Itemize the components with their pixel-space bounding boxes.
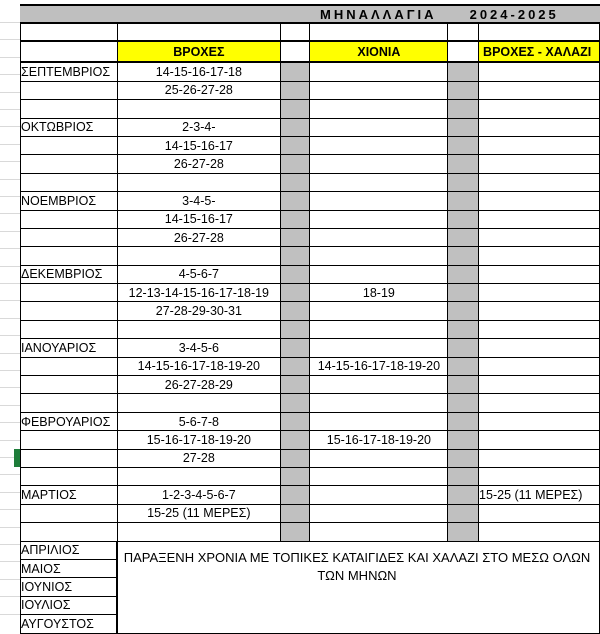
separator-cell[interactable] <box>448 302 479 320</box>
gutter-line <box>0 509 20 510</box>
separator-cell[interactable] <box>448 339 479 357</box>
rain-cell[interactable] <box>117 320 280 338</box>
table-row <box>21 247 600 265</box>
separator-cell[interactable] <box>280 431 310 449</box>
separator-cell[interactable] <box>448 449 479 467</box>
snow-cell[interactable] <box>310 100 448 118</box>
hail-cell[interactable] <box>479 247 600 265</box>
month-cell[interactable]: ΣΕΠΤΕΜΒΡΙΟΣ <box>21 62 118 81</box>
snow-cell[interactable] <box>310 210 448 228</box>
month-cell[interactable] <box>21 504 118 522</box>
separator-cell[interactable] <box>448 320 479 338</box>
separator-cell[interactable] <box>280 228 310 246</box>
header-rain-hail[interactable]: ΒΡΟΧΕΣ - ΧΑΛΑΖΙ <box>479 41 600 62</box>
month-cell[interactable]: ΑΥΓΟΥΣΤΟΣ <box>21 615 118 633</box>
cell[interactable] <box>310 23 448 42</box>
separator-cell[interactable] <box>448 136 479 154</box>
month-cell[interactable] <box>21 357 118 375</box>
separator-cell[interactable] <box>448 376 479 394</box>
hail-cell[interactable] <box>479 504 600 522</box>
separator-cell[interactable] <box>280 339 310 357</box>
rain-cell[interactable]: 27-28-29-30-31 <box>117 302 280 320</box>
month-cell[interactable] <box>21 173 118 191</box>
rain-cell[interactable]: 25-26-27-28 <box>117 81 280 99</box>
separator-cell[interactable] <box>280 265 310 283</box>
snow-cell[interactable] <box>310 467 448 485</box>
gutter-line <box>0 57 20 58</box>
separator-cell[interactable] <box>280 210 310 228</box>
gutter-line <box>0 405 20 406</box>
separator-cell[interactable] <box>448 210 479 228</box>
rain-cell[interactable]: 15-16-17-18-19-20 <box>117 431 280 449</box>
gutter-line <box>0 22 20 23</box>
gutter-line <box>0 74 20 75</box>
gutter-line <box>0 387 20 388</box>
table-row <box>21 504 600 522</box>
separator-cell[interactable] <box>448 357 479 375</box>
separator-cell[interactable] <box>280 155 310 173</box>
gutter-line <box>0 92 20 93</box>
snow-cell[interactable] <box>310 376 448 394</box>
gutter-line <box>0 300 20 301</box>
month-cell[interactable]: ΝΟΕΜΒΡΙΟΣ <box>21 192 118 210</box>
table-row <box>21 118 600 136</box>
table-row <box>21 210 600 228</box>
separator-cell[interactable] <box>280 192 310 210</box>
hail-cell[interactable] <box>479 136 600 154</box>
separator-cell[interactable] <box>280 449 310 467</box>
month-cell[interactable] <box>21 449 118 467</box>
snow-cell[interactable] <box>310 155 448 173</box>
snow-cell[interactable] <box>310 173 448 191</box>
separator-cell[interactable] <box>280 394 310 412</box>
hail-cell[interactable] <box>479 81 600 99</box>
hail-cell[interactable] <box>479 412 600 430</box>
cell[interactable] <box>21 23 118 42</box>
rain-cell[interactable]: 26-27-28 <box>117 155 280 173</box>
month-cell[interactable] <box>21 523 118 541</box>
season-note-text: ΠΑΡΑΞΕΝΗ ΧΡΟΝΙΑ ΜΕ ΤΟΠΙΚΕΣ ΚΑΤΑΙΓΙΔΕΣ ΚΑΙ ΧΑΛΑΖΙ ΣΤΟ ΜΕΣΩ ΟΛΩΝ ΤΩΝ ΜΗΝΩΝ <box>123 550 591 583</box>
hail-cell[interactable] <box>479 394 600 412</box>
snow-cell[interactable] <box>310 81 448 99</box>
rain-cell[interactable]: 14-15-16-17-18 <box>117 62 280 81</box>
table-row <box>21 302 600 320</box>
gutter-line <box>0 109 20 110</box>
separator-cell[interactable] <box>448 173 479 191</box>
hail-cell[interactable] <box>479 100 600 118</box>
rain-cell[interactable]: 12-13-14-15-16-17-18-19 <box>117 284 280 302</box>
separator-cell[interactable] <box>280 320 310 338</box>
hail-cell[interactable] <box>479 210 600 228</box>
month-cell[interactable] <box>21 210 118 228</box>
gutter-line <box>0 440 20 441</box>
rain-cell[interactable] <box>117 247 280 265</box>
month-cell[interactable]: ΜΑΙΟΣ <box>21 559 118 577</box>
snow-cell[interactable]: 15-16-17-18-19-20 <box>310 431 448 449</box>
separator-cell[interactable] <box>448 100 479 118</box>
separator-cell[interactable] <box>280 136 310 154</box>
rain-cell[interactable]: 3-4-5- <box>117 192 280 210</box>
separator-cell[interactable] <box>280 504 310 522</box>
gutter-line <box>0 614 20 615</box>
rain-cell[interactable]: 2-3-4- <box>117 118 280 136</box>
rain-cell[interactable] <box>117 394 280 412</box>
gutter-line <box>0 335 20 336</box>
snow-cell[interactable] <box>310 62 448 81</box>
gutter-line <box>0 318 20 319</box>
table-row <box>21 339 600 357</box>
separator-cell[interactable] <box>448 467 479 485</box>
hail-cell[interactable]: 15-25 (11 ΜΕΡΕΣ) <box>479 486 600 504</box>
hail-cell[interactable] <box>479 118 600 136</box>
snow-cell[interactable] <box>310 265 448 283</box>
rain-cell[interactable] <box>117 467 280 485</box>
separator-cell[interactable] <box>280 100 310 118</box>
separator-cell[interactable] <box>280 376 310 394</box>
gutter-line <box>0 39 20 40</box>
separator-cell[interactable] <box>448 81 479 99</box>
table-row <box>21 265 600 283</box>
month-cell[interactable]: ΙΑΝΟΥΑΡΙΟΣ <box>21 339 118 357</box>
gutter-line <box>0 492 20 493</box>
cell[interactable] <box>448 41 479 62</box>
table-row <box>21 155 600 173</box>
gutter-line <box>0 248 20 249</box>
snow-cell[interactable] <box>310 412 448 430</box>
table-row <box>21 81 600 99</box>
table-row <box>21 192 600 210</box>
month-cell[interactable] <box>21 376 118 394</box>
hail-cell[interactable] <box>479 449 600 467</box>
header-row <box>21 41 600 62</box>
snow-cell[interactable] <box>310 486 448 504</box>
month-cell[interactable]: ΙΟΥΝΙΟΣ <box>21 578 118 596</box>
table-row <box>21 376 600 394</box>
gutter-line <box>0 561 20 562</box>
snow-cell[interactable]: 18-19 <box>310 284 448 302</box>
month-cell[interactable] <box>21 284 118 302</box>
gutter-line <box>0 196 20 197</box>
month-cell[interactable]: ΙΟΥΛΙΟΣ <box>21 596 118 614</box>
separator-cell[interactable] <box>280 118 310 136</box>
hail-cell[interactable] <box>479 302 600 320</box>
separator-cell[interactable] <box>280 302 310 320</box>
table-row <box>21 394 600 412</box>
separator-cell[interactable] <box>448 284 479 302</box>
snow-cell[interactable] <box>310 449 448 467</box>
snow-cell[interactable] <box>310 118 448 136</box>
snow-cell[interactable] <box>310 504 448 522</box>
separator-cell[interactable] <box>280 284 310 302</box>
snow-cell[interactable]: 14-15-16-17-18-19-20 <box>310 357 448 375</box>
gutter-line <box>0 370 20 371</box>
separator-cell[interactable] <box>448 265 479 283</box>
rain-cell[interactable]: 14-15-16-17 <box>117 210 280 228</box>
snow-cell[interactable] <box>310 228 448 246</box>
month-cell[interactable] <box>21 81 118 99</box>
month-cell[interactable] <box>21 155 118 173</box>
gutter-line <box>0 161 20 162</box>
season-note[interactable] <box>117 524 597 610</box>
hail-cell[interactable] <box>479 192 600 210</box>
rain-cell[interactable]: 15-25 (11 ΜΕΡΕΣ) <box>117 504 280 522</box>
cell[interactable] <box>479 23 600 42</box>
separator-cell[interactable] <box>448 155 479 173</box>
rain-cell[interactable]: 4-5-6-7 <box>117 265 280 283</box>
month-cell[interactable] <box>21 136 118 154</box>
separator-cell[interactable] <box>448 431 479 449</box>
rain-cell[interactable]: 5-6-7-8 <box>117 412 280 430</box>
gutter-line <box>0 596 20 597</box>
table-row <box>21 62 600 81</box>
separator-cell[interactable] <box>280 247 310 265</box>
table-row <box>21 357 600 375</box>
separator-cell[interactable] <box>448 118 479 136</box>
gutter-line <box>0 266 20 267</box>
hail-cell[interactable] <box>479 228 600 246</box>
title-bar <box>20 4 600 24</box>
gutter-line <box>0 231 20 232</box>
table-row <box>21 284 600 302</box>
gutter-line <box>0 422 20 423</box>
month-cell[interactable] <box>21 320 118 338</box>
table-row <box>21 412 600 430</box>
table-row <box>21 173 600 191</box>
table-row <box>21 136 600 154</box>
separator-cell[interactable] <box>448 247 479 265</box>
gutter-line <box>0 179 20 180</box>
rain-cell[interactable]: 14-15-16-17 <box>117 136 280 154</box>
gutter-line <box>0 474 20 475</box>
month-cell[interactable] <box>21 302 118 320</box>
month-cell[interactable] <box>21 467 118 485</box>
snow-cell[interactable] <box>310 394 448 412</box>
gutter-line <box>0 353 20 354</box>
hail-cell[interactable] <box>479 320 600 338</box>
hail-cell[interactable] <box>479 62 600 81</box>
month-cell[interactable]: ΜΑΡΤΙΟΣ <box>21 486 118 504</box>
blank-row <box>21 23 600 42</box>
month-cell[interactable] <box>21 394 118 412</box>
snow-cell[interactable] <box>310 302 448 320</box>
cell[interactable] <box>21 41 118 62</box>
month-cell[interactable] <box>21 247 118 265</box>
hail-cell[interactable] <box>479 173 600 191</box>
hail-cell[interactable] <box>479 357 600 375</box>
header-snow[interactable]: ΧΙΟΝΙΑ <box>310 41 448 62</box>
separator-cell[interactable] <box>280 412 310 430</box>
hail-cell[interactable] <box>479 467 600 485</box>
hail-cell[interactable] <box>479 265 600 283</box>
table-row <box>21 467 600 485</box>
gutter-line <box>0 527 20 528</box>
table-row <box>21 228 600 246</box>
month-cell[interactable]: ΦΕΒΡΟΥΑΡΙΟΣ <box>21 412 118 430</box>
separator-cell[interactable] <box>280 62 310 81</box>
cell[interactable] <box>280 23 310 42</box>
snow-cell[interactable] <box>310 192 448 210</box>
snow-cell[interactable] <box>310 320 448 338</box>
hail-cell[interactable] <box>479 431 600 449</box>
rain-cell[interactable]: 27-28 <box>117 449 280 467</box>
rain-cell[interactable]: 3-4-5-6 <box>117 339 280 357</box>
month-cell[interactable] <box>21 100 118 118</box>
separator-cell[interactable] <box>448 394 479 412</box>
separator-cell[interactable] <box>448 504 479 522</box>
separator-cell[interactable] <box>448 228 479 246</box>
table-row <box>21 100 600 118</box>
gutter-line <box>0 144 20 145</box>
rain-cell[interactable] <box>117 173 280 191</box>
snow-cell[interactable] <box>310 136 448 154</box>
hail-cell[interactable] <box>479 284 600 302</box>
gutter-line <box>0 126 20 127</box>
hail-cell[interactable] <box>479 155 600 173</box>
gutter-line <box>0 213 20 214</box>
table-row <box>21 320 600 338</box>
cell[interactable] <box>117 23 280 42</box>
separator-cell[interactable] <box>280 81 310 99</box>
separator-cell[interactable] <box>448 412 479 430</box>
table-row <box>21 449 600 467</box>
month-cell[interactable] <box>21 431 118 449</box>
month-cell[interactable]: ΟΚΤΩΒΡΙΟΣ <box>21 118 118 136</box>
header-rain[interactable]: ΒΡΟΧΕΣ <box>117 41 280 62</box>
separator-cell[interactable] <box>280 357 310 375</box>
cell[interactable] <box>448 23 479 42</box>
month-cell[interactable]: ΑΠΡΙΛΙΟΣ <box>21 541 118 559</box>
hail-cell[interactable] <box>479 339 600 357</box>
rain-cell[interactable]: 26-27-28-29 <box>117 376 280 394</box>
gutter-line <box>0 579 20 580</box>
separator-cell[interactable] <box>448 62 479 81</box>
sheet-title: ΜΗΝΑΛΛΑΓΙΑ 2024-2025 <box>320 7 559 22</box>
rain-cell[interactable] <box>117 100 280 118</box>
cell[interactable] <box>280 41 310 62</box>
separator-cell[interactable] <box>280 467 310 485</box>
separator-cell[interactable] <box>280 173 310 191</box>
snow-cell[interactable] <box>310 339 448 357</box>
table-row <box>21 431 600 449</box>
month-cell[interactable] <box>21 228 118 246</box>
rain-cell[interactable]: 14-15-16-17-18-19-20 <box>117 357 280 375</box>
rain-cell[interactable]: 26-27-28 <box>117 228 280 246</box>
separator-cell[interactable] <box>448 486 479 504</box>
rain-cell[interactable]: 1-2-3-4-5-6-7 <box>117 486 280 504</box>
hail-cell[interactable] <box>479 376 600 394</box>
gutter-line <box>0 283 20 284</box>
gutter-line <box>0 544 20 545</box>
snow-cell[interactable] <box>310 247 448 265</box>
row-gutter <box>0 0 20 628</box>
separator-cell[interactable] <box>280 486 310 504</box>
month-cell[interactable]: ΔΕΚΕΜΒΡΙΟΣ <box>21 265 118 283</box>
separator-cell[interactable] <box>448 192 479 210</box>
table-row <box>21 486 600 504</box>
